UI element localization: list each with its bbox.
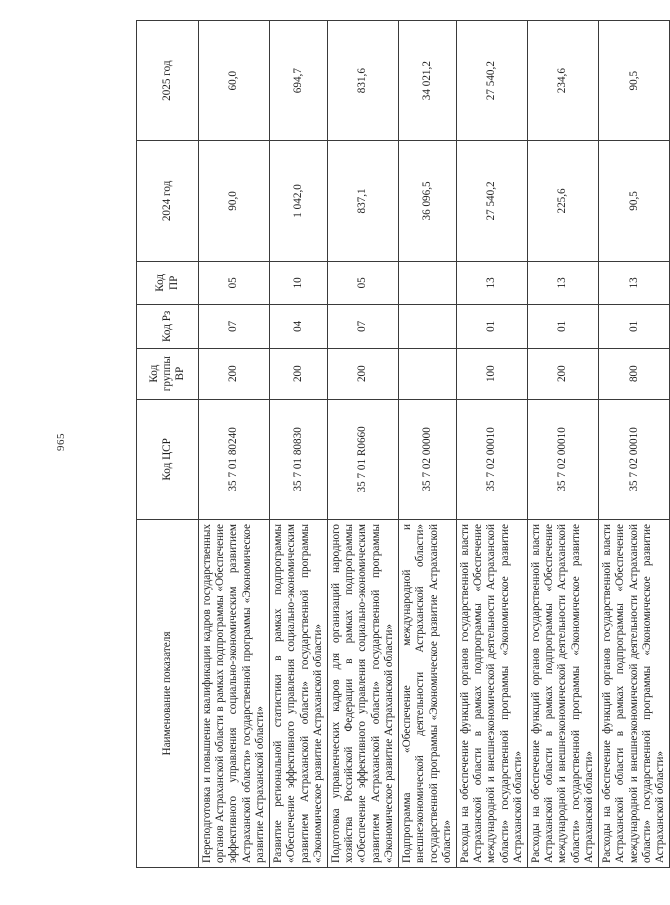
row-pr: 05 xyxy=(327,261,398,305)
row-vr: 200 xyxy=(327,348,398,399)
header-csr: Код ЦСР xyxy=(137,399,199,519)
row-name: Расходы на обеспечение функций органов государственной власти Астраханской области в рамках подпрограммы «Обеспечение международной и внешнеэкономической деятельности Астраханской области» государственной программы «Экономическое развитие Астраханской области» xyxy=(599,520,670,868)
row-vr xyxy=(399,348,457,399)
row-2024: 1 042,0 xyxy=(270,141,328,261)
header-2024: 2024 год xyxy=(137,141,199,261)
row-2024: 27 540,2 xyxy=(456,141,527,261)
row-2025: 90,5 xyxy=(599,21,670,141)
budget-table-rotated xyxy=(136,20,666,868)
row-2024: 90,5 xyxy=(599,141,670,261)
row-2025: 34 021,2 xyxy=(399,21,457,141)
row-rz: 01 xyxy=(599,305,670,349)
row-csr: 35 7 02 00010 xyxy=(599,399,670,519)
row-name: Расходы на обеспечение функций органов государственной власти Астраханской области в рамках подпрограммы «Обеспечение международной и внешнеэкономической деятельности Астраханской области» государственной программы «Экономическое развитие Астраханской области» xyxy=(528,520,599,868)
table-row xyxy=(270,21,328,868)
row-2024: 837,1 xyxy=(327,141,398,261)
row-csr: 35 7 01 80830 xyxy=(270,399,328,519)
row-rz: 07 xyxy=(327,305,398,349)
table-row xyxy=(399,21,457,868)
header-vr: Код группы ВР xyxy=(137,348,199,399)
header-2025: 2025 год xyxy=(137,21,199,141)
header-rz: Код Рз xyxy=(137,305,199,349)
row-csr: 35 7 01 R0660 xyxy=(327,399,398,519)
row-rz: 01 xyxy=(528,305,599,349)
row-pr: 10 xyxy=(270,261,328,305)
row-pr: 13 xyxy=(528,261,599,305)
row-rz xyxy=(399,305,457,349)
row-pr: 13 xyxy=(456,261,527,305)
row-2024: 90,0 xyxy=(199,141,270,261)
table-row xyxy=(528,21,599,868)
row-rz: 07 xyxy=(199,305,270,349)
row-rz: 04 xyxy=(270,305,328,349)
row-2025: 27 540,2 xyxy=(456,21,527,141)
table-header-row xyxy=(137,21,199,868)
row-2024: 36 096,5 xyxy=(399,141,457,261)
row-pr: 13 xyxy=(599,261,670,305)
row-pr: 05 xyxy=(199,261,270,305)
row-vr: 100 xyxy=(456,348,527,399)
row-vr: 200 xyxy=(270,348,328,399)
row-pr xyxy=(399,261,457,305)
row-2025: 694,7 xyxy=(270,21,328,141)
budget-table xyxy=(136,20,670,868)
row-name: Расходы на обеспечение функций органов государственной власти Астраханской области в рамках подпрограммы «Обеспечение международной и внешнеэкономической деятельности Астраханской области» государственной программы «Экономическое развитие Астраханской области» xyxy=(456,520,527,868)
row-csr: 35 7 02 00010 xyxy=(528,399,599,519)
row-name: Развитие региональной статистики в рамках подпрограммы «Обеспечение эффективного управления социально-экономическим развитием Астраханской области» государственной программы «Экономическое развитие Астраханской области» xyxy=(270,520,328,868)
row-vr: 800 xyxy=(599,348,670,399)
row-2025: 831,6 xyxy=(327,21,398,141)
row-name: Переподготовка и повышение квалификации кадров государственных органов Астраханской области в рамках подпрограммы «Обеспечение эффективного управления социально-экономическим развитием Астраханской области» государственной программы «Экономическое развитие Астраханской области» xyxy=(199,520,270,868)
row-name: Подготовка управленческих кадров для организаций народного хозяйства Российской Федерации в рамках подпрограммы «Обеспечение эффективного управления социально-экономическим развитием Астраханской области» государственной программы «Экономическое развитие Астраханской области» xyxy=(327,520,398,868)
row-csr: 35 7 02 00010 xyxy=(456,399,527,519)
row-2024: 225,6 xyxy=(528,141,599,261)
row-2025: 60,0 xyxy=(199,21,270,141)
row-csr: 35 7 02 00000 xyxy=(399,399,457,519)
table-row xyxy=(199,21,270,868)
row-2025: 234,6 xyxy=(528,21,599,141)
row-vr: 200 xyxy=(528,348,599,399)
table-row xyxy=(599,21,670,868)
row-rz: 01 xyxy=(456,305,527,349)
page-number: 965 xyxy=(55,433,67,451)
table-row xyxy=(327,21,398,868)
row-csr: 35 7 01 80240 xyxy=(199,399,270,519)
header-name: Наименование показателя xyxy=(137,520,199,868)
header-pr: Код ПР xyxy=(137,261,199,305)
table-row xyxy=(456,21,527,868)
row-name: Подпрограмма «Обеспечение международной и внешнеэкономической деятельности Астраханской области» государственной программы «Экономическое развитие Астраханской области» xyxy=(399,520,457,868)
row-vr: 200 xyxy=(199,348,270,399)
